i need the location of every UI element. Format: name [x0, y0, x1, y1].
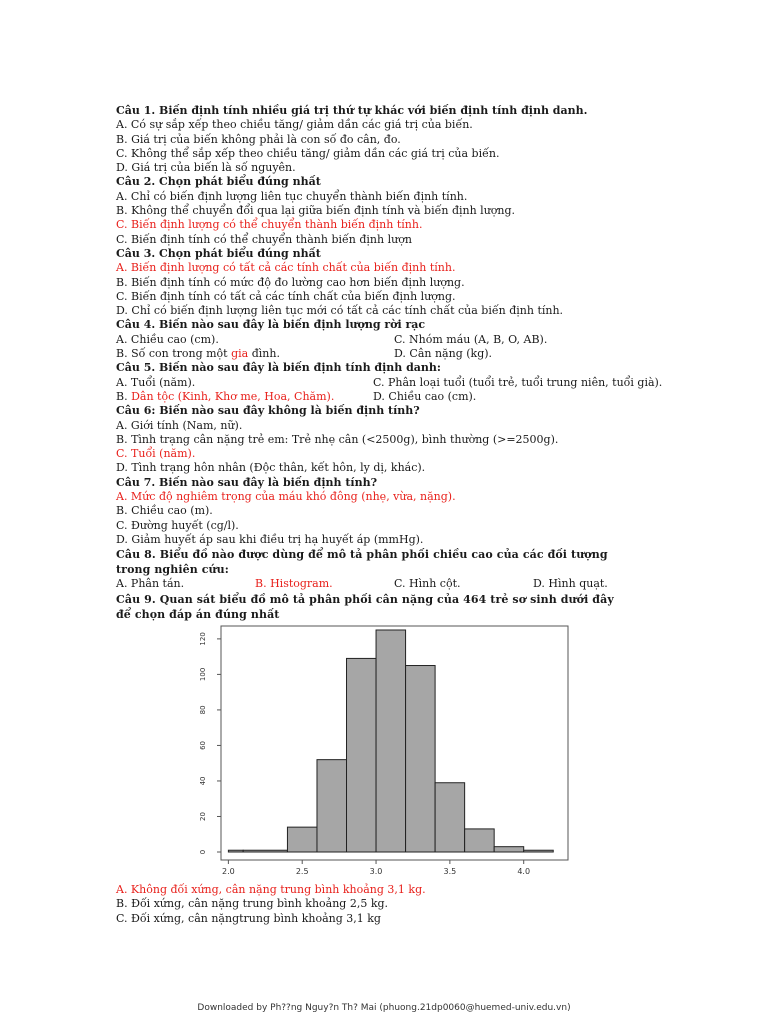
question-8-title: Câu 8. Biểu đồ nào được dùng để mô tả phân phối chiều cao của các đối tượng trong nghiên cứu:: [116, 548, 608, 577]
quiz-content: [116, 104, 663, 622]
x-axis: [222, 860, 530, 876]
y-tick-label: 0: [199, 849, 207, 855]
question-6-title: Câu 6: Biến nào sau đây không là biến định tính?: [116, 404, 420, 418]
q5-option-b-prefix: B.: [116, 389, 132, 403]
x-tick-label: 4.0: [517, 867, 531, 876]
q4-row-1: [116, 333, 636, 347]
q8-option-d: D. Hình quạt.: [533, 577, 608, 591]
q5-option-a: A. Tuổi (năm).: [116, 375, 196, 389]
x-tick-label: 3.5: [443, 867, 457, 876]
q4-option-b-tail: đình.: [248, 347, 280, 361]
q1-option-b: B. Giá trị của biến không phải là con số đo cân, đo.: [116, 132, 401, 146]
histogram-bar: [317, 760, 347, 852]
x-tick-label: 2.0: [222, 867, 235, 876]
question-3-title: Câu 3. Chọn phát biểu đúng nhất: [116, 246, 321, 260]
histogram-bars: [228, 630, 553, 852]
q8-option-b-answer: B. Histogram.: [255, 577, 333, 591]
y-tick-label: 60: [199, 740, 207, 750]
x-tick-label: 3.0: [369, 867, 383, 876]
question-9-title: Câu 9. Quan sát biểu đồ mô tả phân phối cân nặng của 464 trẻ sơ sinh dưới đây để chọn đáp án đúng nhất: [116, 592, 614, 621]
question-2-title: Câu 2. Chọn phát biểu đúng nhất: [116, 175, 321, 189]
q7-option-a-answer: A. Mức độ nghiêm trọng của máu khó đông (nhẹ, vừa, nặng).: [116, 490, 456, 504]
q4-option-b-text: B. Số con trong một: [116, 347, 232, 361]
q3-option-d: D. Chỉ có biến định lượng liên tục mới có tất cả các tính chất của biến định tính.: [116, 304, 564, 318]
q6-option-c-answer: C. Tuổi (năm).: [116, 447, 196, 461]
q9-options: [116, 883, 426, 926]
q8-options-row: [116, 577, 636, 591]
q5-option-b-answer: Dân tộc (Kinh, Khơ me, Hoa, Chăm).: [131, 389, 335, 403]
y-tick-label: 20: [199, 812, 207, 821]
q7-option-b: B. Chiều cao (m).: [116, 504, 213, 518]
q4-row-2: [116, 347, 636, 361]
histogram-bar: [524, 850, 554, 852]
q5-option-c: C. Phân loại tuổi (tuổi trẻ, tuổi trung niên, tuổi già).: [373, 375, 663, 389]
q7-option-d: D. Giảm huyết áp sau khi điều trị hạ huyết áp (mmHg).: [116, 532, 424, 546]
question-5-title: Câu 5. Biến nào sau đây là biến định tính định danh:: [116, 361, 441, 375]
y-axis: [199, 632, 221, 854]
q4-option-b-highlight: gia: [231, 347, 249, 361]
histogram-bar: [287, 827, 317, 852]
histogram-bar: [435, 783, 465, 852]
q2-option-c-answer: C. Biến định lượng có thể chuyển thành biến định tính.: [116, 218, 423, 232]
q9-option-b: B. Đối xứng, cân nặng trung bình khoảng 2,5 kg.: [116, 897, 389, 911]
histogram-bar: [228, 850, 243, 852]
q5-option-b: [116, 390, 334, 404]
q2-option-a: A. Chỉ có biến định lượng liên tục chuyển thành biến định tính.: [116, 189, 468, 203]
y-tick-label: 100: [199, 667, 207, 682]
q3-option-a-answer: A. Biến định lượng có tất cả các tính chất của biến định tính.: [116, 261, 456, 275]
histogram-bar: [347, 658, 377, 852]
q3-option-b: B. Biến định tính có mức độ đo lường cao hơn biến định lượng.: [116, 275, 465, 289]
q8-option-c: C. Hình cột.: [394, 577, 461, 591]
q1-option-a: A. Có sự sắp xếp theo chiều tăng/ giảm dần các giá trị của biến.: [116, 118, 473, 132]
q4-option-b: [116, 347, 280, 361]
q9-option-c: C. Đối xứng, cân nặngtrung bình khoảng 3,1 kg: [116, 911, 381, 925]
question-7-title: Câu 7. Biến nào sau đây là biến định tính?: [116, 475, 378, 489]
q6-option-b: B. Tình trạng cân nặng trẻ em: Trẻ nhẹ cân (<2500g), bình thường (>=2500g).: [116, 432, 559, 446]
q4-option-c: C. Nhóm máu (A, B, O, AB).: [394, 332, 548, 346]
histogram-bar: [406, 666, 436, 852]
q9-option-a-answer: A. Không đối xứng, cân nặng trung bình khoảng 3,1 kg.: [116, 883, 426, 896]
q1-option-d: D. Giá trị của biến là số nguyên.: [116, 161, 296, 175]
question-4-title: Câu 4. Biến nào sau đây là biến định lượng rời rạc: [116, 318, 426, 332]
q2-option-b: B. Không thể chuyển đổi qua lại giữa biến định tính và biến định lượng.: [116, 204, 516, 218]
y-tick-label: 40: [199, 776, 207, 786]
q7-option-c: C. Đường huyết (cg/l).: [116, 518, 239, 532]
q5-row-1: [116, 375, 663, 390]
q8-option-a: A. Phân tán.: [116, 577, 185, 591]
histogram-bar: [494, 847, 524, 852]
question-1-title: Câu 1. Biến định tính nhiều giá trị thứ tự khác với biến định tính định danh.: [116, 104, 588, 117]
x-tick-label: 2.5: [295, 867, 309, 876]
q1-option-c: C. Không thể sắp xếp theo chiều tăng/ giảm dần các giá trị của biến.: [116, 146, 500, 160]
q5-row-2: [116, 390, 636, 404]
y-tick-label: 80: [199, 705, 207, 715]
q2-option-d: C. Biến định tính có thể chuyển thành biến định lượn: [116, 232, 412, 246]
histogram-bar: [376, 630, 406, 852]
histogram-bar: [465, 829, 495, 852]
histogram-bar: [243, 850, 287, 852]
q6-option-d: D. Tình trạng hôn nhân (Độc thân, kết hôn, ly dị, khác).: [116, 461, 426, 475]
q4-option-a: A. Chiều cao (cm).: [116, 332, 219, 346]
q6-option-a: A. Giới tính (Nam, nữ).: [116, 418, 243, 432]
q5-option-d: D. Chiều cao (cm).: [373, 389, 477, 403]
q3-option-c: C. Biến định tính có tất cả các tính chất của biến định lượng.: [116, 289, 456, 303]
y-tick-label: 120: [199, 632, 207, 646]
birth-weight-histogram: [193, 621, 583, 886]
download-footer: Downloaded by Ph??ng Nguy?n Th? Mai (phuong.21dp0060@huemed-univ.edu.vn): [197, 1003, 571, 1013]
q4-option-d: D. Cân nặng (kg).: [394, 347, 493, 361]
